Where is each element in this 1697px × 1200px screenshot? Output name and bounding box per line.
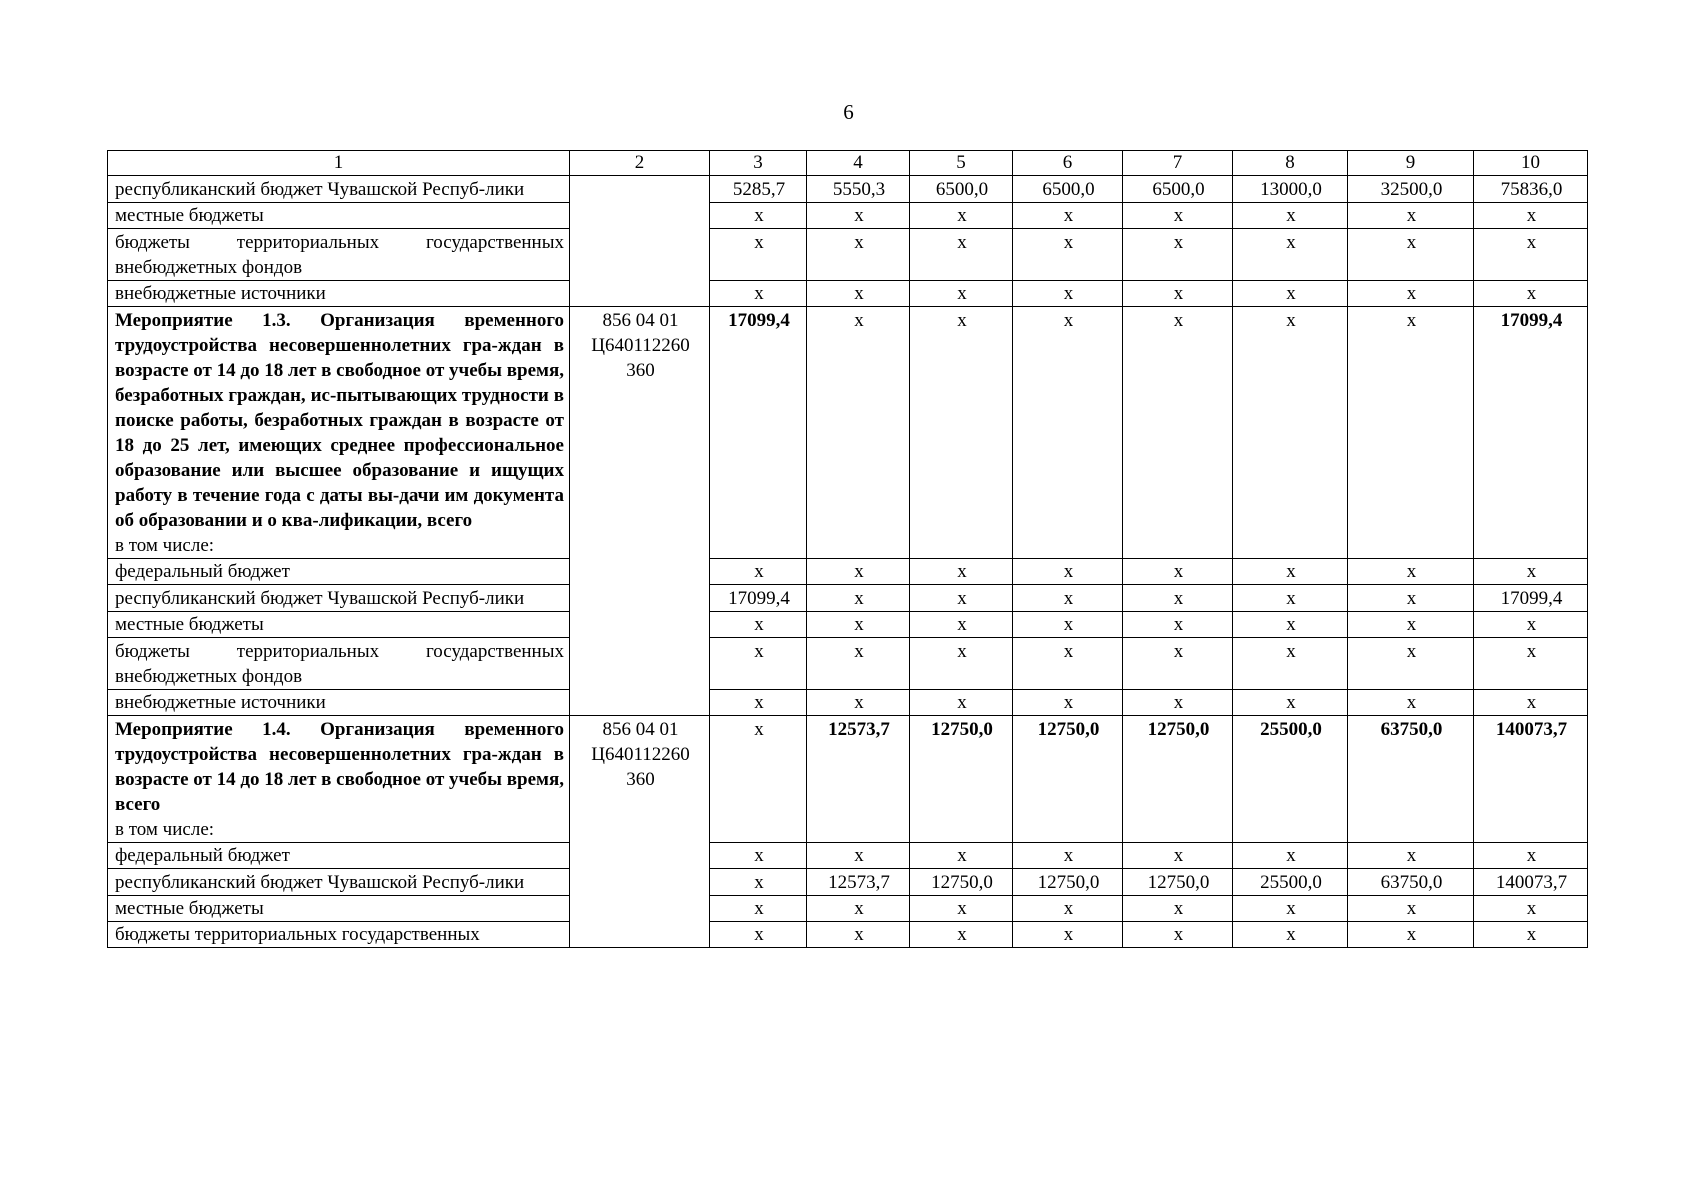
- value-cell: x: [1348, 896, 1474, 922]
- header-row: [108, 151, 1588, 176]
- value-cell: x: [1233, 612, 1348, 638]
- code-line: Ц640112260: [591, 335, 690, 356]
- value-cell: 25500,0: [1233, 869, 1348, 896]
- table-row: [108, 896, 1588, 922]
- value-cell: x: [1233, 843, 1348, 869]
- value-cell: x: [1233, 585, 1348, 612]
- row-label: бюджеты территориальных государственных внебюджетных фондов: [108, 229, 570, 281]
- table-row: [108, 176, 1588, 203]
- table-row: [108, 203, 1588, 229]
- value-cell: x: [910, 638, 1013, 690]
- table-row: [108, 922, 1588, 948]
- value-cell: x: [1348, 922, 1474, 948]
- value-cell: x: [1123, 229, 1233, 281]
- value-cell: 13000,0: [1233, 176, 1348, 203]
- row-label: местные бюджеты: [108, 896, 570, 922]
- row-label: бюджеты территориальных государственных внебюджетных фондов: [108, 638, 570, 690]
- code-line: Ц640112260: [591, 744, 690, 765]
- value-cell: x: [1123, 843, 1233, 869]
- value-cell: x: [1123, 896, 1233, 922]
- value-cell: x: [1123, 281, 1233, 307]
- header-cell: 9: [1348, 151, 1474, 176]
- value-cell: x: [710, 716, 807, 843]
- value-cell: x: [710, 922, 807, 948]
- row-label: внебюджетные источники: [108, 690, 570, 716]
- budget-table: [107, 150, 1588, 948]
- value-cell: x: [1013, 281, 1123, 307]
- value-cell: 12750,0: [1013, 869, 1123, 896]
- value-cell: x: [1474, 843, 1588, 869]
- value-cell: 5550,3: [807, 176, 910, 203]
- value-cell: x: [910, 612, 1013, 638]
- value-cell: x: [910, 690, 1013, 716]
- value-cell: x: [1233, 559, 1348, 585]
- activity-label: [108, 307, 570, 559]
- table-row: [108, 229, 1588, 281]
- value-cell: x: [1233, 896, 1348, 922]
- value-cell: x: [807, 281, 910, 307]
- value-cell: x: [1474, 896, 1588, 922]
- value-cell: x: [910, 843, 1013, 869]
- row-label: федеральный бюджет: [108, 843, 570, 869]
- table-row: [108, 307, 1588, 559]
- table-row: [108, 869, 1588, 896]
- value-cell: 6500,0: [910, 176, 1013, 203]
- value-cell: x: [1348, 612, 1474, 638]
- value-cell: x: [807, 612, 910, 638]
- activity-sublabel: в том числе:: [115, 535, 215, 556]
- page-number: 6: [843, 100, 854, 124]
- value-cell: x: [710, 843, 807, 869]
- value-cell: x: [1348, 638, 1474, 690]
- value-cell: x: [1233, 307, 1348, 559]
- row-label: республиканский бюджет Чувашской Респуб-лики: [108, 869, 570, 896]
- value-cell: x: [807, 559, 910, 585]
- value-cell: x: [1013, 843, 1123, 869]
- value-cell: x: [1474, 690, 1588, 716]
- row-label: федеральный бюджет: [108, 559, 570, 585]
- value-cell: x: [1013, 585, 1123, 612]
- value-cell: x: [1233, 922, 1348, 948]
- header-cell: 3: [710, 151, 807, 176]
- value-cell: x: [807, 922, 910, 948]
- value-cell: x: [1123, 203, 1233, 229]
- value-cell: x: [1348, 307, 1474, 559]
- code-line: 360: [626, 360, 655, 381]
- value-cell: 6500,0: [1013, 176, 1123, 203]
- row-label: республиканский бюджет Чувашской Респуб-лики: [108, 585, 570, 612]
- value-cell: x: [807, 638, 910, 690]
- table-row: [108, 281, 1588, 307]
- header-cell: 4: [807, 151, 910, 176]
- value-cell: x: [1123, 559, 1233, 585]
- value-cell: x: [910, 896, 1013, 922]
- row-label: республиканский бюджет Чувашской Респуб-лики: [108, 176, 570, 203]
- value-cell: 12750,0: [1123, 869, 1233, 896]
- row-label: бюджеты территориальных государственных: [108, 922, 570, 948]
- value-cell: 5285,7: [710, 176, 807, 203]
- value-cell: 140073,7: [1474, 716, 1588, 843]
- table-row: [108, 716, 1588, 843]
- value-cell: x: [710, 203, 807, 229]
- value-cell: x: [710, 638, 807, 690]
- table-row: [108, 585, 1588, 612]
- value-cell: x: [1123, 638, 1233, 690]
- value-cell: x: [1013, 612, 1123, 638]
- value-cell: 140073,7: [1474, 869, 1588, 896]
- value-cell: x: [1474, 922, 1588, 948]
- value-cell: x: [1233, 229, 1348, 281]
- value-cell: 32500,0: [1348, 176, 1474, 203]
- value-cell: x: [1013, 203, 1123, 229]
- value-cell: x: [910, 307, 1013, 559]
- table-row: [108, 843, 1588, 869]
- value-cell: 63750,0: [1348, 716, 1474, 843]
- value-cell: x: [910, 585, 1013, 612]
- header-cell: 5: [910, 151, 1013, 176]
- value-cell: x: [807, 843, 910, 869]
- value-cell: x: [1474, 612, 1588, 638]
- value-cell: x: [1123, 612, 1233, 638]
- value-cell: 17099,4: [710, 307, 807, 559]
- value-cell: x: [710, 229, 807, 281]
- value-cell: x: [910, 229, 1013, 281]
- value-cell: 6500,0: [1123, 176, 1233, 203]
- value-cell: 17099,4: [1474, 307, 1588, 559]
- header-cell: 8: [1233, 151, 1348, 176]
- value-cell: x: [1348, 281, 1474, 307]
- code-line: 856 04 01: [602, 310, 679, 331]
- value-cell: x: [1123, 690, 1233, 716]
- activity-label: [108, 716, 570, 843]
- value-cell: x: [1474, 229, 1588, 281]
- value-cell: x: [1013, 638, 1123, 690]
- value-cell: 12750,0: [910, 869, 1013, 896]
- value-cell: 12573,7: [807, 716, 910, 843]
- code-line: 360: [626, 769, 655, 790]
- value-cell: 12750,0: [910, 716, 1013, 843]
- header-cell: 10: [1474, 151, 1588, 176]
- value-cell: x: [1348, 843, 1474, 869]
- code-cell: [570, 307, 710, 716]
- value-cell: x: [710, 690, 807, 716]
- value-cell: x: [807, 896, 910, 922]
- value-cell: x: [807, 229, 910, 281]
- value-cell: x: [910, 281, 1013, 307]
- value-cell: x: [710, 869, 807, 896]
- value-cell: x: [1233, 690, 1348, 716]
- value-cell: x: [1013, 307, 1123, 559]
- code-cell: [570, 176, 710, 307]
- value-cell: x: [1123, 585, 1233, 612]
- value-cell: 17099,4: [1474, 585, 1588, 612]
- header-cell: 1: [108, 151, 570, 176]
- value-cell: x: [807, 690, 910, 716]
- activity-title: Мероприятие 1.3. Организация временного трудоустройства несовершеннолетних гра-ждан в возрасте от 14 до 18 лет в свободное от учебы время, безработных граждан, ис-пытывающих трудности в поиске работы, безработных граждан в возрасте от 18 до 25 лет, имеющих среднее профессиональное образование или высшее образование и ищущих работу в течение года с даты вы-дачи им документа об образовании и о ква-лификации, всего: [115, 310, 564, 531]
- value-cell: x: [1013, 559, 1123, 585]
- table-row: [108, 638, 1588, 690]
- row-label: местные бюджеты: [108, 203, 570, 229]
- code-line: 856 04 01: [602, 719, 679, 740]
- value-cell: 63750,0: [1348, 869, 1474, 896]
- value-cell: x: [710, 612, 807, 638]
- value-cell: x: [1233, 281, 1348, 307]
- table-row: [108, 559, 1588, 585]
- value-cell: x: [1348, 229, 1474, 281]
- table-row: [108, 690, 1588, 716]
- row-label: местные бюджеты: [108, 612, 570, 638]
- activity-sublabel: в том числе:: [115, 819, 215, 840]
- value-cell: x: [1348, 585, 1474, 612]
- value-cell: x: [710, 559, 807, 585]
- value-cell: x: [910, 922, 1013, 948]
- header-cell: 6: [1013, 151, 1123, 176]
- value-cell: x: [1233, 203, 1348, 229]
- code-cell: [570, 716, 710, 948]
- value-cell: 12750,0: [1123, 716, 1233, 843]
- value-cell: x: [807, 307, 910, 559]
- value-cell: 25500,0: [1233, 716, 1348, 843]
- header-cell: 2: [570, 151, 710, 176]
- value-cell: x: [1474, 559, 1588, 585]
- activity-title: Мероприятие 1.4. Организация временного трудоустройства несовершеннолетних гра-ждан в возрасте от 14 до 18 лет в свободное от учебы время, всего: [115, 719, 564, 815]
- value-cell: x: [910, 559, 1013, 585]
- table-row: [108, 612, 1588, 638]
- value-cell: x: [1123, 307, 1233, 559]
- value-cell: x: [1233, 638, 1348, 690]
- value-cell: x: [1474, 281, 1588, 307]
- value-cell: x: [807, 585, 910, 612]
- value-cell: x: [807, 203, 910, 229]
- value-cell: x: [1348, 690, 1474, 716]
- value-cell: x: [1474, 638, 1588, 690]
- value-cell: 75836,0: [1474, 176, 1588, 203]
- value-cell: x: [710, 896, 807, 922]
- value-cell: x: [1013, 229, 1123, 281]
- value-cell: x: [1348, 559, 1474, 585]
- value-cell: 12750,0: [1013, 716, 1123, 843]
- value-cell: x: [1013, 690, 1123, 716]
- row-label: внебюджетные источники: [108, 281, 570, 307]
- value-cell: x: [1474, 203, 1588, 229]
- value-cell: x: [1123, 922, 1233, 948]
- value-cell: 12573,7: [807, 869, 910, 896]
- value-cell: x: [1013, 922, 1123, 948]
- value-cell: x: [1348, 203, 1474, 229]
- value-cell: x: [710, 281, 807, 307]
- value-cell: x: [1013, 896, 1123, 922]
- value-cell: 17099,4: [710, 585, 807, 612]
- header-cell: 7: [1123, 151, 1233, 176]
- value-cell: x: [910, 203, 1013, 229]
